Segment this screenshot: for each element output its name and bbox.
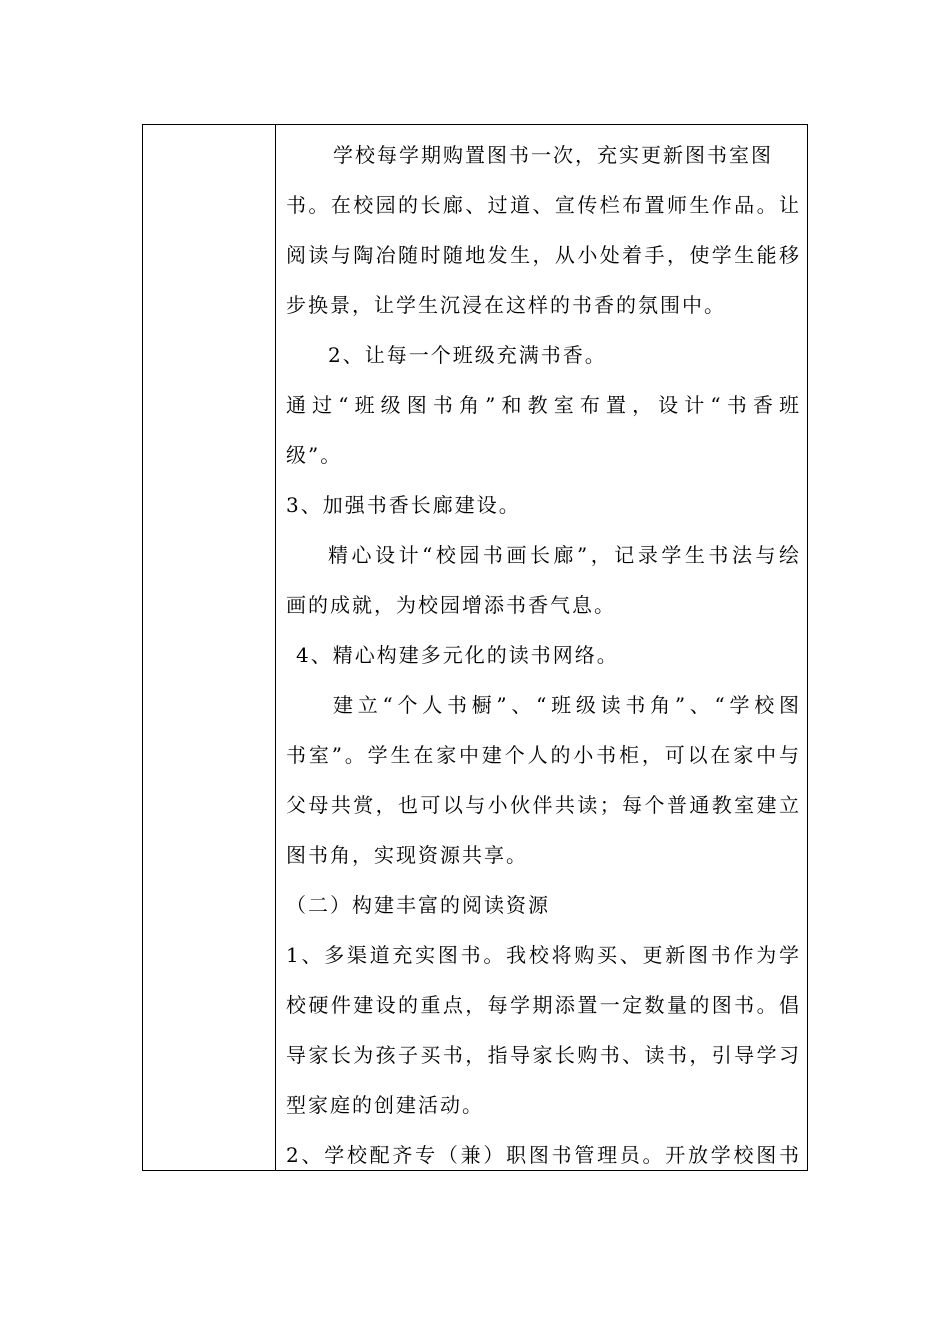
text-line: 2、让每一个班级充满书香。 xyxy=(328,343,607,367)
text-line: 4、精心构建多元化的读书网络。 xyxy=(296,643,619,667)
table-left-cell xyxy=(143,125,276,1170)
text-line: 画的成就，为校园增添书香气息。 xyxy=(286,593,616,617)
text-line: 学校每学期购置图书一次，充实更新图书室图 xyxy=(333,143,773,167)
text-line: 图书角，实现资源共享。 xyxy=(286,843,528,867)
text-line: 精心设计“校园书画长廊”，记录学生书法与绘 xyxy=(328,543,801,567)
document-table xyxy=(142,124,808,1171)
text-line: 书。在校园的长廊、过道、宣传栏布置师生作品。让 xyxy=(286,193,801,217)
text-line: 建立“个人书橱”、“班级读书角”、“学校图 xyxy=(333,693,801,717)
text-line: 1、多渠道充实图书。我校将购买、更新图书作为学 xyxy=(286,943,801,967)
section-heading: （二）构建丰富的阅读资源 xyxy=(286,893,550,917)
text-line: 校硬件建设的重点，每学期添置一定数量的图书。倡 xyxy=(286,993,801,1017)
text-line: 父母共赏，也可以与小伙伴共读；每个普通教室建立 xyxy=(286,793,801,817)
text-line: 步换景，让学生沉浸在这样的书香的氛围中。 xyxy=(286,293,726,317)
text-line: 3、加强书香长廊建设。 xyxy=(286,493,521,517)
text-line: 阅读与陶冶随时随地发生，从小处着手，使学生能移 xyxy=(286,243,801,267)
text-line: 2、学校配齐专（兼）职图书管理员。开放学校图书 xyxy=(286,1143,801,1167)
text-line: 型家庭的创建活动。 xyxy=(286,1093,484,1117)
table-content-cell xyxy=(276,125,807,1170)
text-line: 书室”。学生在家中建个人的小书柜，可以在家中与 xyxy=(286,743,801,767)
text-line: 级”。 xyxy=(286,443,343,467)
text-line: 导家长为孩子买书，指导家长购书、读书，引导学习 xyxy=(286,1043,801,1067)
text-line: 通过“班级图书角”和教室布置，设计“书香班 xyxy=(286,393,801,417)
